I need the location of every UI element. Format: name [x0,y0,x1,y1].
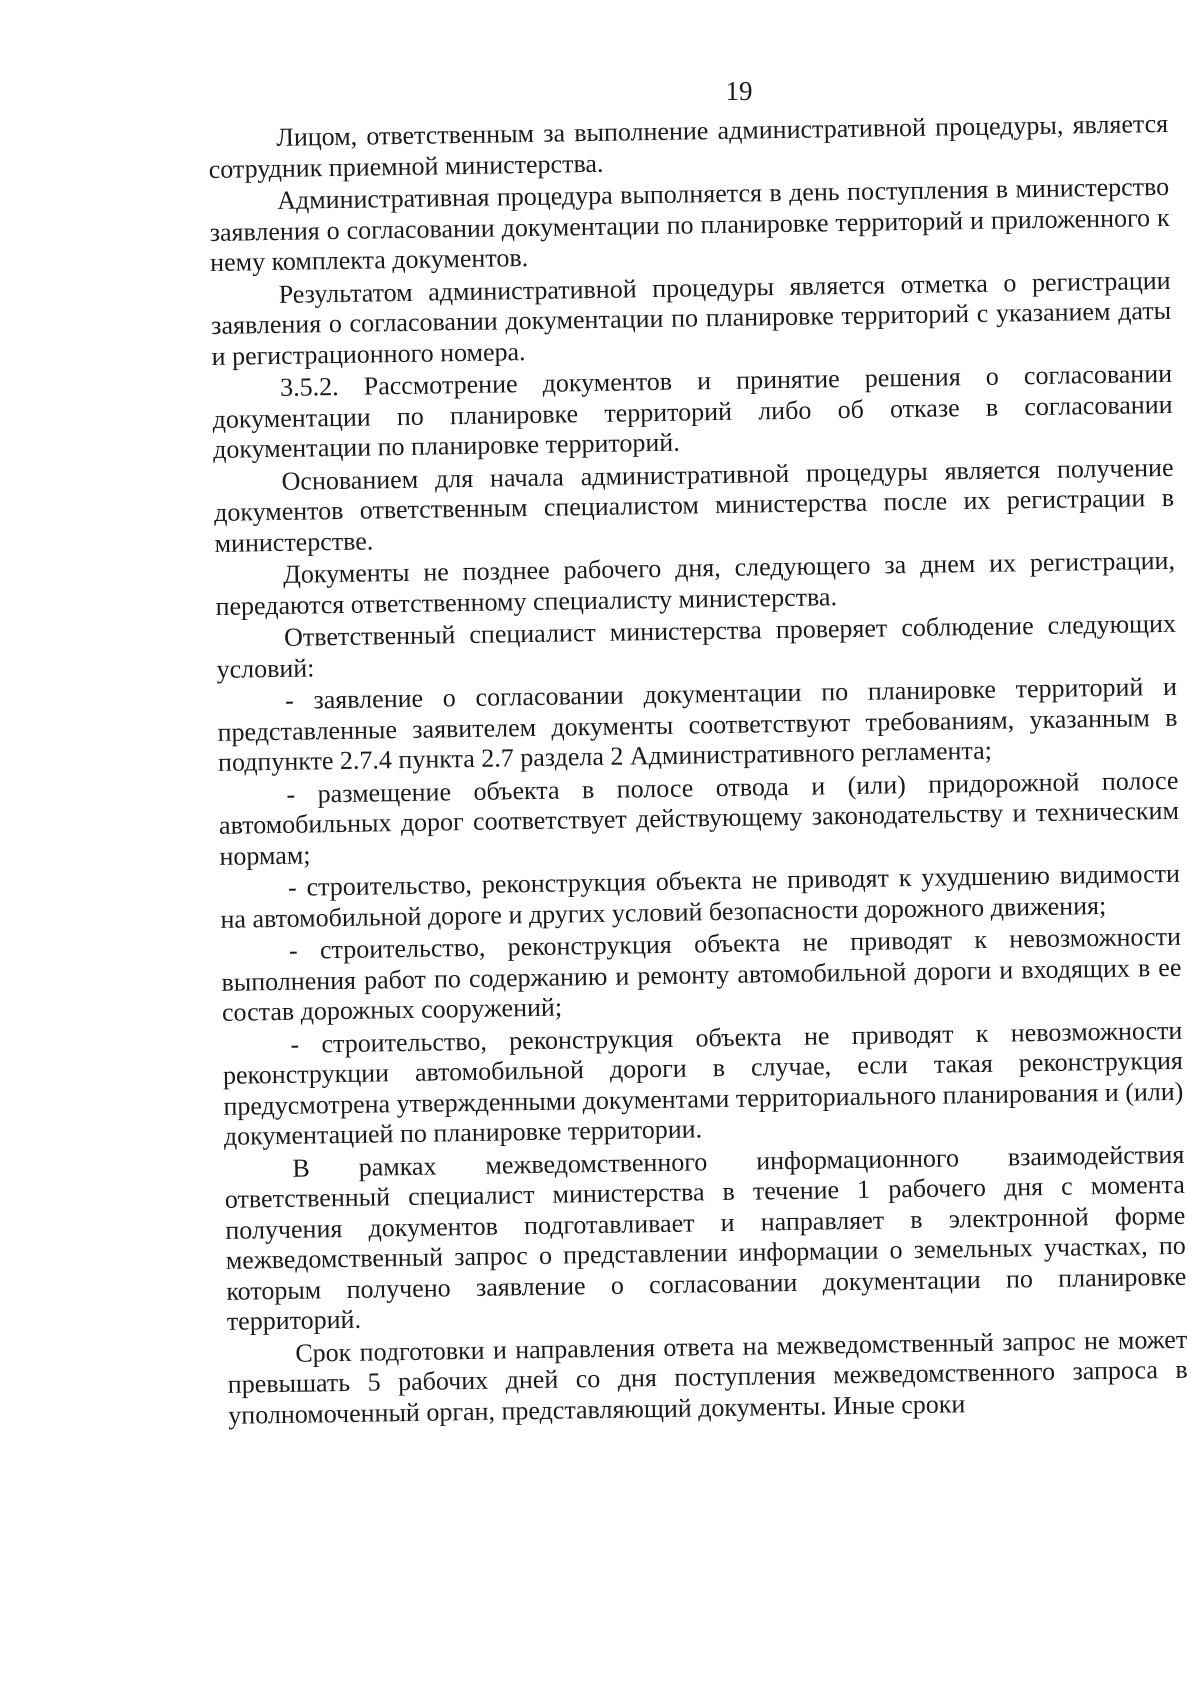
document-body [208,109,1188,1433]
section-heading-3-5-2: 3.5.2. Рассмотрение документов и принятие решения о согласовании документации по планировке территорий либо об отказе в согласовании документации по планировке территорий. [212,358,1173,464]
list-item: - строительство, реконструкция объекта не приводят к невозможности реконструкции автомобильной дороги в случае, если такая реконструкция предусмотрена утвержденными документами территориального планирования и (или) документацией по планировке территории. [222,1015,1184,1151]
paragraph: Срок подготовки и направления ответа на межведомственный запрос не может превышать 5 рабочих дней со дня поступления межведомственного запроса в уполномоченный орган, представляющий документы. Иные сроки [227,1324,1188,1430]
paragraph: Ответственный специалист министерства проверяет соблюдение следующих условий: [216,608,1177,684]
paragraph: В рамках межведомственного информационного взаимодействия ответственный специалист министерства в течение 1 рабочего дня с момента получения документов подготавливает и направляет в электронной форме межведомственный запрос о представлении информации о земельных участках, по которым получено заявление о согласовании документации по планировке территорий. [224,1139,1187,1336]
paragraph: Документы не позднее рабочего дня, следующего за днем их регистрации, передаются ответственному специалисту министерства. [215,545,1176,621]
paragraph: Лицом, ответственным за выполнение административной процедуры, является сотрудник приемной министерства. [208,108,1169,184]
list-item: - строительство, реконструкция объекта не приводят к невозможности выполнения работ по содержанию и ремонту автомобильной дороги и входящих в ее состав дорожных сооружений; [221,921,1182,1027]
paragraph: Административная процедура выполняется в день поступления в министерство заявления о согласовании документации по планировке территорий и приложенного к нему комплекта документов. [209,171,1170,277]
paragraph: Основанием для начала административной процедуры является получение документов ответственным специалистом министерства после их регистрации в министерстве. [213,452,1175,558]
page-number: 19 [725,76,753,106]
list-item: - размещение объекта в полосе отвода и (или) придорожной полосе автомобильных дорог соответствует действующему законодательству и техническим нормам; [218,765,1180,871]
list-item: - заявление о согласовании документации по планировке территорий и представленные заявителем документы соответствуют требованиям, указанным в подпункте 2.7.4 пункта 2.7 раздела 2 Административного регламента; [217,671,1178,777]
list-item: - строительство, реконструкция объекта не приводят к ухудшению видимости на автомобильной дороге и других условий безопасности дорожного движения; [220,858,1181,934]
paragraph: Результатом административной процедуры является отметка о регистрации заявления о согласовании документации по планировке территорий с указанием даты и регистрационного номера. [210,265,1172,371]
